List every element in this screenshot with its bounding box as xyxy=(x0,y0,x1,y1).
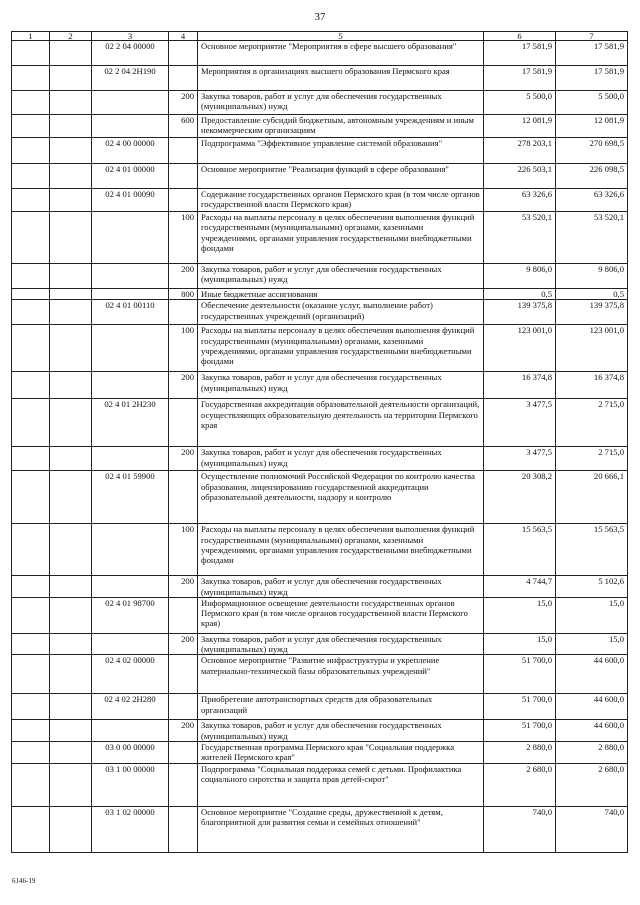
amount-year-1: 123 001,0 xyxy=(484,325,556,372)
target-article-code: 02 4 02 2Н280 xyxy=(92,694,169,720)
header-cell: 5 xyxy=(198,32,484,41)
col2-cell xyxy=(50,524,92,576)
footer-code: 6146-19 xyxy=(12,877,36,885)
col2-cell xyxy=(50,763,92,806)
col1-cell xyxy=(12,471,50,524)
expense-type-code xyxy=(169,399,198,447)
amount-year-2: 5 500,0 xyxy=(556,91,628,115)
col2-cell xyxy=(50,806,92,852)
amount-year-2: 15,0 xyxy=(556,633,628,655)
item-name: Закупка товаров, работ и услуг для обеспечения государственных (муниципальных) нужд xyxy=(198,576,484,598)
header-cell: 2 xyxy=(50,32,92,41)
amount-year-1: 15,0 xyxy=(484,633,556,655)
table-row xyxy=(12,164,628,189)
amount-year-1: 4 744,7 xyxy=(484,576,556,598)
table-row xyxy=(12,597,628,633)
amount-year-2: 15 563,5 xyxy=(556,524,628,576)
header-cell: 1 xyxy=(12,32,50,41)
expense-type-code xyxy=(169,806,198,852)
amount-year-1: 9 806,0 xyxy=(484,264,556,289)
target-article-code: 03 1 02 00000 xyxy=(92,806,169,852)
table-row xyxy=(12,742,628,764)
col2-cell xyxy=(50,189,92,212)
col1-cell xyxy=(12,372,50,399)
amount-year-2: 0,5 xyxy=(556,289,628,300)
col1-cell xyxy=(12,164,50,189)
amount-year-1: 2 680,0 xyxy=(484,763,556,806)
target-article-code: 02 4 01 00110 xyxy=(92,300,169,325)
amount-year-1: 15,0 xyxy=(484,597,556,633)
header-cell: 3 xyxy=(92,32,169,41)
target-article-code: 02 4 00 00000 xyxy=(92,138,169,164)
amount-year-1: 51 700,0 xyxy=(484,655,556,694)
item-name: Основное мероприятие "Мероприятия в сфере высшего образования" xyxy=(198,41,484,66)
amount-year-2: 63 326,6 xyxy=(556,189,628,212)
table-row xyxy=(12,212,628,264)
amount-year-2: 17 581,9 xyxy=(556,41,628,66)
col1-cell xyxy=(12,806,50,852)
table-row xyxy=(12,720,628,742)
item-name: Обеспечение деятельности (оказание услуг, выполнение работ) государственных учреждений (организаций) xyxy=(198,300,484,325)
col2-cell xyxy=(50,742,92,764)
col2-cell xyxy=(50,212,92,264)
amount-year-2: 2 715,0 xyxy=(556,399,628,447)
item-name: Основное мероприятие "Реализация функций в сфере образования" xyxy=(198,164,484,189)
target-article-code: 02 2 04 00000 xyxy=(92,41,169,66)
amount-year-2: 12 081,9 xyxy=(556,115,628,138)
target-article-code: 02 4 01 00090 xyxy=(92,189,169,212)
table-row xyxy=(12,655,628,694)
col2-cell xyxy=(50,289,92,300)
item-name: Закупка товаров, работ и услуг для обеспечения государственных (муниципальных) нужд xyxy=(198,720,484,742)
expense-type-code: 200 xyxy=(169,91,198,115)
expense-type-code: 200 xyxy=(169,633,198,655)
target-article-code xyxy=(92,576,169,598)
col1-cell xyxy=(12,720,50,742)
col2-cell xyxy=(50,720,92,742)
expense-type-code: 100 xyxy=(169,212,198,264)
amount-year-1: 17 581,9 xyxy=(484,66,556,91)
col1-cell xyxy=(12,264,50,289)
expense-type-code xyxy=(169,655,198,694)
item-name: Государственная аккредитация образовательной деятельности организаций, осуществляющих образовательную деятельность на территории Пермского края xyxy=(198,399,484,447)
header-cell: 7 xyxy=(556,32,628,41)
target-article-code: 02 4 01 00000 xyxy=(92,164,169,189)
col1-cell xyxy=(12,399,50,447)
col2-cell xyxy=(50,471,92,524)
expense-type-code: 100 xyxy=(169,325,198,372)
table-row xyxy=(12,66,628,91)
amount-year-2: 44 600,0 xyxy=(556,655,628,694)
amount-year-1: 15 563,5 xyxy=(484,524,556,576)
table-header-row xyxy=(12,32,628,41)
target-article-code: 02 4 02 00000 xyxy=(92,655,169,694)
amount-year-1: 139 375,8 xyxy=(484,300,556,325)
item-name: Закупка товаров, работ и услуг для обеспечения государственных (муниципальных) нужд xyxy=(198,264,484,289)
col2-cell xyxy=(50,115,92,138)
expense-type-code xyxy=(169,742,198,764)
target-article-code xyxy=(92,633,169,655)
col2-cell xyxy=(50,372,92,399)
item-name: Основное мероприятие "Развитие инфраструктуры и укрепление материально-технической базы образовательных учреждений" xyxy=(198,655,484,694)
col2-cell xyxy=(50,399,92,447)
expense-type-code xyxy=(169,189,198,212)
col1-cell xyxy=(12,633,50,655)
col2-cell xyxy=(50,66,92,91)
expense-type-code xyxy=(169,763,198,806)
col1-cell xyxy=(12,91,50,115)
item-name: Иные бюджетные ассигнования xyxy=(198,289,484,300)
amount-year-2: 15,0 xyxy=(556,597,628,633)
item-name: Расходы на выплаты персоналу в целях обеспечения выполнения функций государственными (муниципальными) органами, казенными учреждениями, органами управления государственными внебюджетными фондами xyxy=(198,325,484,372)
amount-year-2: 53 520,1 xyxy=(556,212,628,264)
expense-type-code: 200 xyxy=(169,447,198,471)
amount-year-2: 226 098,5 xyxy=(556,164,628,189)
expense-type-code xyxy=(169,41,198,66)
target-article-code: 02 2 04 2Н190 xyxy=(92,66,169,91)
expense-type-code xyxy=(169,164,198,189)
item-name: Мероприятия в организациях высшего образования Пермского края xyxy=(198,66,484,91)
expense-type-code xyxy=(169,300,198,325)
table-row xyxy=(12,524,628,576)
target-article-code xyxy=(92,447,169,471)
item-name: Основное мероприятие "Создание среды, дружественной к детям, благоприятной для развития семьи и семейных отношений" xyxy=(198,806,484,852)
item-name: Подпрограмма "Социальная поддержка семей с детьми. Профилактика социального сиротства и защита прав детей-сирот" xyxy=(198,763,484,806)
col2-cell xyxy=(50,597,92,633)
expense-type-code: 200 xyxy=(169,720,198,742)
col1-cell xyxy=(12,576,50,598)
col1-cell xyxy=(12,597,50,633)
col2-cell xyxy=(50,264,92,289)
col1-cell xyxy=(12,189,50,212)
target-article-code xyxy=(92,212,169,264)
col1-cell xyxy=(12,289,50,300)
col1-cell xyxy=(12,300,50,325)
target-article-code xyxy=(92,91,169,115)
col1-cell xyxy=(12,742,50,764)
table-row xyxy=(12,372,628,399)
amount-year-1: 2 880,0 xyxy=(484,742,556,764)
amount-year-1: 16 374,8 xyxy=(484,372,556,399)
target-article-code xyxy=(92,264,169,289)
amount-year-2: 2 715,0 xyxy=(556,447,628,471)
amount-year-1: 740,0 xyxy=(484,806,556,852)
expense-type-code: 800 xyxy=(169,289,198,300)
amount-year-2: 9 806,0 xyxy=(556,264,628,289)
table-row xyxy=(12,633,628,655)
col2-cell xyxy=(50,447,92,471)
amount-year-1: 63 326,6 xyxy=(484,189,556,212)
amount-year-2: 16 374,8 xyxy=(556,372,628,399)
page-number: 37 xyxy=(314,11,326,23)
col2-cell xyxy=(50,655,92,694)
item-name: Приобретение автотранспортных средств для образовательных организаций xyxy=(198,694,484,720)
target-article-code xyxy=(92,524,169,576)
expense-type-code xyxy=(169,138,198,164)
col1-cell xyxy=(12,115,50,138)
amount-year-1: 51 700,0 xyxy=(484,694,556,720)
expense-type-code xyxy=(169,694,198,720)
col2-cell xyxy=(50,300,92,325)
col1-cell xyxy=(12,655,50,694)
amount-year-2: 2 680,0 xyxy=(556,763,628,806)
item-name: Расходы на выплаты персоналу в целях обеспечения выполнения функций государственными (муниципальными) органами, казенными учреждениями, органами управления государственными внебюджетными фондами xyxy=(198,212,484,264)
item-name: Содержание государственных органов Пермского края (в том числе органов государственной власти Пермского края) xyxy=(198,189,484,212)
expense-type-code: 100 xyxy=(169,524,198,576)
table-row xyxy=(12,41,628,66)
amount-year-1: 17 581,9 xyxy=(484,41,556,66)
col2-cell xyxy=(50,138,92,164)
header-cell: 4 xyxy=(169,32,198,41)
col1-cell xyxy=(12,138,50,164)
target-article-code: 02 4 01 59900 xyxy=(92,471,169,524)
col1-cell xyxy=(12,694,50,720)
expense-type-code: 600 xyxy=(169,115,198,138)
item-name: Государственная программа Пермского края "Социальная поддержка жителей Пермского края" xyxy=(198,742,484,764)
expense-type-code: 200 xyxy=(169,576,198,598)
table-row xyxy=(12,91,628,115)
table-row xyxy=(12,576,628,598)
col1-cell xyxy=(12,447,50,471)
amount-year-2: 17 581,9 xyxy=(556,66,628,91)
col2-cell xyxy=(50,41,92,66)
table-row xyxy=(12,115,628,138)
item-name: Закупка товаров, работ и услуг для обеспечения государственных (муниципальных) нужд xyxy=(198,447,484,471)
table-row xyxy=(12,138,628,164)
target-article-code xyxy=(92,372,169,399)
col2-cell xyxy=(50,325,92,372)
amount-year-1: 226 503,1 xyxy=(484,164,556,189)
col1-cell xyxy=(12,212,50,264)
col1-cell xyxy=(12,41,50,66)
amount-year-1: 12 081,9 xyxy=(484,115,556,138)
table-row xyxy=(12,694,628,720)
table-row xyxy=(12,763,628,806)
col2-cell xyxy=(50,164,92,189)
target-article-code xyxy=(92,115,169,138)
item-name: Закупка товаров, работ и услуг для обеспечения государственных (муниципальных) нужд xyxy=(198,633,484,655)
col2-cell xyxy=(50,576,92,598)
col1-cell xyxy=(12,524,50,576)
target-article-code xyxy=(92,720,169,742)
table-row xyxy=(12,289,628,300)
table-row xyxy=(12,264,628,289)
table-row xyxy=(12,447,628,471)
item-name: Закупка товаров, работ и услуг для обеспечения государственных (муниципальных) нужд xyxy=(198,372,484,399)
amount-year-2: 123 001,0 xyxy=(556,325,628,372)
amount-year-2: 5 102,6 xyxy=(556,576,628,598)
expense-type-code xyxy=(169,66,198,91)
budget-table xyxy=(11,31,628,853)
amount-year-1: 3 477,5 xyxy=(484,447,556,471)
target-article-code xyxy=(92,289,169,300)
target-article-code: 03 0 00 00000 xyxy=(92,742,169,764)
amount-year-2: 270 698,5 xyxy=(556,138,628,164)
amount-year-2: 139 375,8 xyxy=(556,300,628,325)
col2-cell xyxy=(50,694,92,720)
amount-year-1: 3 477,5 xyxy=(484,399,556,447)
item-name: Закупка товаров, работ и услуг для обеспечения государственных (муниципальных) нужд xyxy=(198,91,484,115)
table-row xyxy=(12,189,628,212)
expense-type-code: 200 xyxy=(169,372,198,399)
table-row xyxy=(12,471,628,524)
amount-year-1: 5 500,0 xyxy=(484,91,556,115)
header-cell: 6 xyxy=(484,32,556,41)
expense-type-code xyxy=(169,471,198,524)
col2-cell xyxy=(50,91,92,115)
col1-cell xyxy=(12,763,50,806)
target-article-code xyxy=(92,325,169,372)
item-name: Расходы на выплаты персоналу в целях обеспечения выполнения функций государственными (муниципальными) органами, казенными учреждениями, органами управления государственными внебюджетными фондами xyxy=(198,524,484,576)
amount-year-2: 2 880,0 xyxy=(556,742,628,764)
amount-year-2: 44 600,0 xyxy=(556,720,628,742)
target-article-code: 02 4 01 98700 xyxy=(92,597,169,633)
amount-year-1: 0,5 xyxy=(484,289,556,300)
table-row xyxy=(12,325,628,372)
col1-cell xyxy=(12,325,50,372)
amount-year-1: 278 203,1 xyxy=(484,138,556,164)
table-row xyxy=(12,806,628,852)
col1-cell xyxy=(12,66,50,91)
table-row xyxy=(12,399,628,447)
item-name: Осуществление полномочий Российской Федерации по контролю качества образования, лицензированию государственной аккредитации образовательной деятельности, надзору и контролю xyxy=(198,471,484,524)
item-name: Информационное освещение деятельности государственных органов Пермского края (в том числе органов государственной власти Пермского края) xyxy=(198,597,484,633)
amount-year-1: 51 700,0 xyxy=(484,720,556,742)
item-name: Предоставление субсидий бюджетным, автономным учреждениям и иным некоммерческим организациям xyxy=(198,115,484,138)
amount-year-2: 20 666,1 xyxy=(556,471,628,524)
target-article-code: 03 1 00 00000 xyxy=(92,763,169,806)
item-name: Подпрограмма "Эффективное управление системой образования" xyxy=(198,138,484,164)
amount-year-1: 53 520,1 xyxy=(484,212,556,264)
expense-type-code: 200 xyxy=(169,264,198,289)
table-row xyxy=(12,300,628,325)
col2-cell xyxy=(50,633,92,655)
amount-year-1: 20 308,2 xyxy=(484,471,556,524)
amount-year-2: 44 600,0 xyxy=(556,694,628,720)
amount-year-2: 740,0 xyxy=(556,806,628,852)
expense-type-code xyxy=(169,597,198,633)
target-article-code: 02 4 01 2Н230 xyxy=(92,399,169,447)
